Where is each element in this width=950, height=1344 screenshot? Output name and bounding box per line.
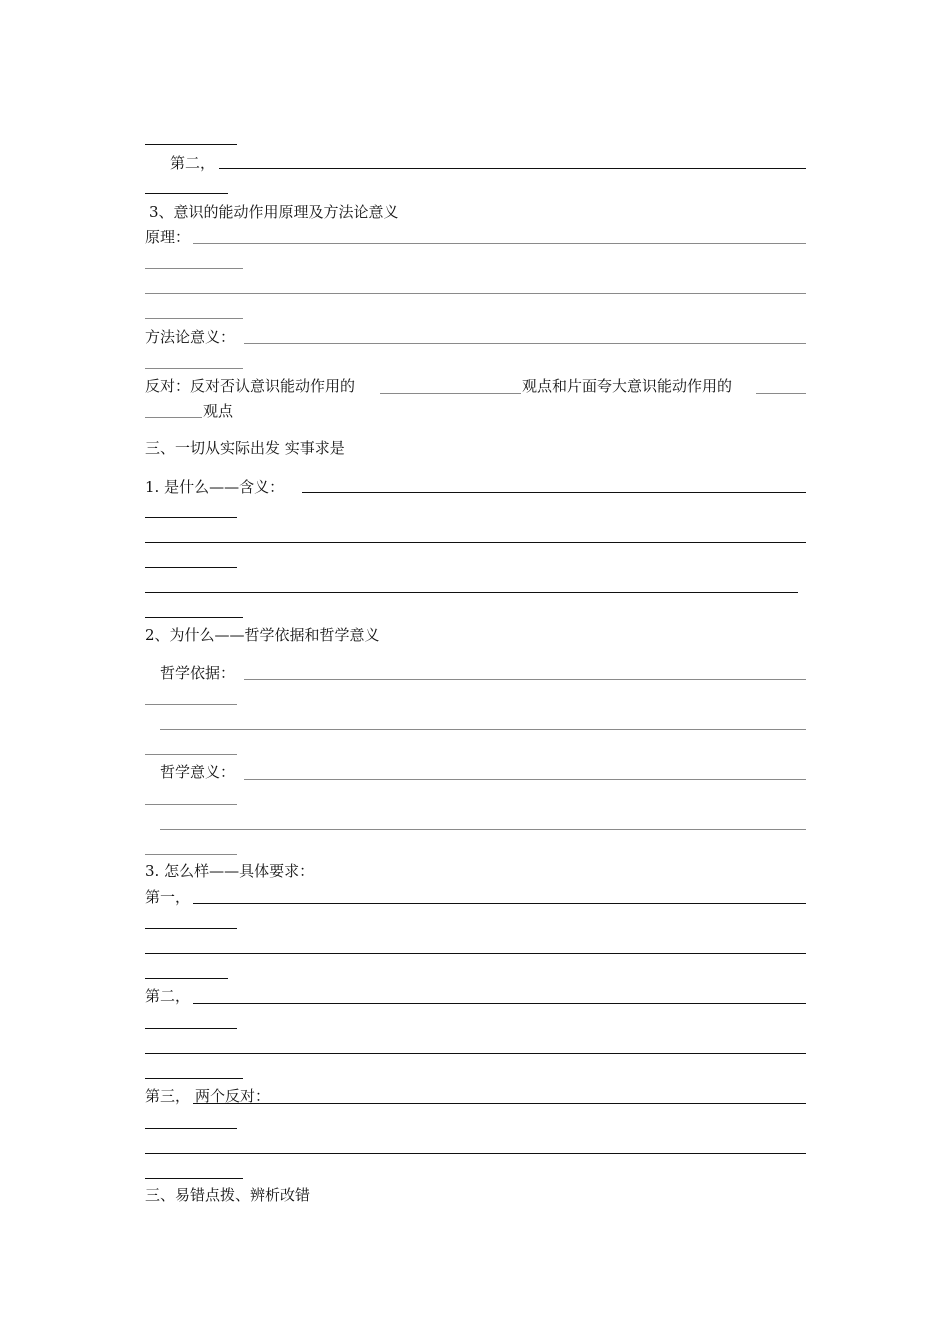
oppose-text-b: 观点和片面夸大意识能动作用的 <box>522 377 733 395</box>
blank-line <box>193 1103 806 1104</box>
blank-line <box>145 953 806 954</box>
blank-line <box>145 854 237 855</box>
blank-line <box>756 393 806 394</box>
third-requirement-label: 第三， <box>145 1087 191 1105</box>
oppose-text-a: 反对：反对否认意识能动作用的 <box>145 377 356 395</box>
blank-line <box>145 704 237 705</box>
blank-line <box>193 243 806 244</box>
blank-line <box>244 779 806 780</box>
section-heading: 三、一切从实际出发 实事求是 <box>145 439 345 457</box>
question-3-label: 3. 怎么样——具体要求： <box>145 862 315 880</box>
blank-line <box>145 567 237 568</box>
first-requirement-label: 第一， <box>145 888 191 906</box>
method-label: 方法论意义： <box>145 328 236 346</box>
basis-label: 哲学依据： <box>160 664 236 682</box>
blank-line <box>160 729 806 730</box>
question-2-label: 2、为什么——哲学依据和哲学意义 <box>145 626 380 644</box>
second-requirement-label: 第二， <box>145 987 191 1005</box>
blank-line <box>145 804 237 805</box>
footer-heading: 三、易错点拨、辨析改错 <box>145 1186 311 1204</box>
blank-line <box>145 617 243 618</box>
blank-line <box>145 1128 237 1129</box>
blank-line <box>145 1028 237 1029</box>
blank-line <box>219 168 806 169</box>
blank-line <box>380 393 521 394</box>
blank-line <box>145 417 202 418</box>
blank-line <box>145 517 237 518</box>
blank-line <box>160 829 806 830</box>
blank-line <box>302 492 806 493</box>
blank-line <box>145 928 237 929</box>
meaning-label: 哲学意义： <box>160 763 236 781</box>
blank-line <box>145 754 237 755</box>
question-1-label: 1. 是什么——含义： <box>145 478 285 496</box>
blank-line <box>145 1153 806 1154</box>
blank-line <box>244 343 806 344</box>
blank-line <box>145 318 243 319</box>
blank-line <box>145 592 798 593</box>
oppose-text-c: 观点 <box>203 402 234 420</box>
blank-line <box>244 679 806 680</box>
blank-line <box>145 978 228 979</box>
principle-label: 原理： <box>145 228 191 246</box>
blank-line <box>145 268 243 269</box>
second-point-label: 第二， <box>170 154 216 172</box>
blank-line <box>193 1003 806 1004</box>
blank-line <box>145 542 806 543</box>
blank-line <box>145 1053 806 1054</box>
blank-line <box>145 144 237 145</box>
blank-line <box>145 193 228 194</box>
blank-line <box>145 1078 243 1079</box>
two-oppositions-label: 两个反对： <box>195 1087 271 1105</box>
blank-line <box>193 903 806 904</box>
blank-line <box>145 293 806 294</box>
consciousness-heading: 3、意识的能动作用原理及方法论意义 <box>149 203 399 221</box>
blank-line <box>145 368 243 369</box>
blank-line <box>145 1178 243 1179</box>
